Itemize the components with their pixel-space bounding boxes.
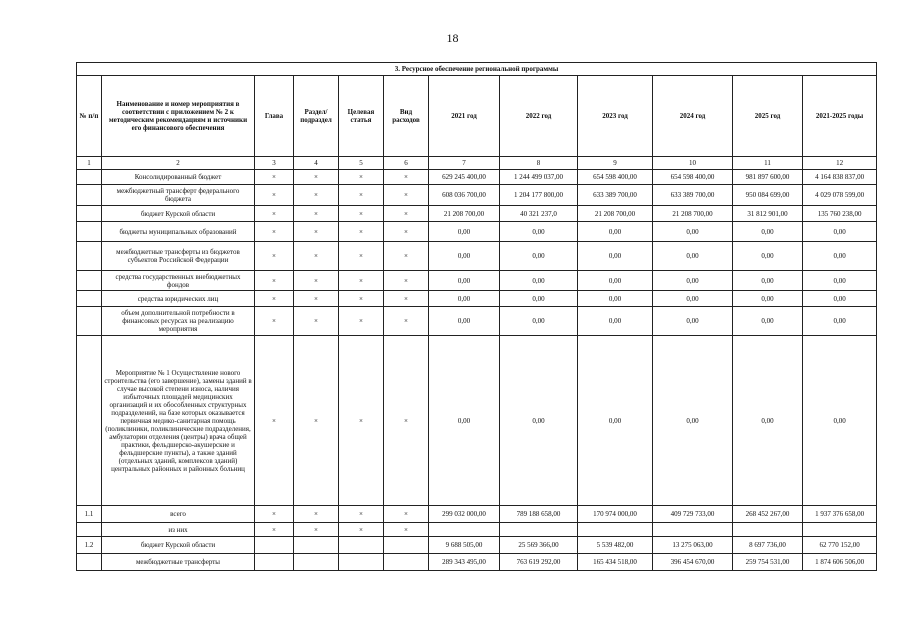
chapter-cell: × [255, 222, 294, 242]
row-number [77, 206, 102, 222]
chapter-cell: × [255, 185, 294, 206]
header-row [77, 76, 877, 157]
value-2022: 763 619 292,00 [500, 554, 578, 571]
row-number [77, 271, 102, 291]
section-cell: × [294, 506, 339, 523]
table-row [77, 537, 877, 554]
value-2024: 0,00 [653, 242, 733, 271]
table-row [77, 206, 877, 222]
col-number: 3 [255, 157, 294, 170]
value-total [803, 523, 877, 537]
value-total: 4 029 078 599,00 [803, 185, 877, 206]
chapter-cell: × [255, 506, 294, 523]
chapter-cell: × [255, 206, 294, 222]
table-row [77, 336, 877, 506]
value-2025: 0,00 [733, 222, 803, 242]
chapter-cell [255, 554, 294, 571]
value-2025: 0,00 [733, 307, 803, 336]
value-2021: 0,00 [429, 336, 500, 506]
row-name: Консолидированный бюджет [102, 170, 255, 185]
expense-type-cell: × [384, 242, 429, 271]
col-header-2021: 2021 год [429, 76, 500, 157]
value-2024: 396 454 670,00 [653, 554, 733, 571]
section-cell: × [294, 222, 339, 242]
value-2021: 0,00 [429, 307, 500, 336]
chapter-cell: × [255, 336, 294, 506]
value-2025: 950 084 699,00 [733, 185, 803, 206]
value-total: 1 874 606 506,00 [803, 554, 877, 571]
row-number: 1.1 [77, 506, 102, 523]
table-row [77, 523, 877, 537]
expense-type-cell: × [384, 506, 429, 523]
section-cell: × [294, 291, 339, 307]
value-total: 0,00 [803, 291, 877, 307]
target-article-cell: × [339, 336, 384, 506]
row-name: бюджеты муниципальных образований [102, 222, 255, 242]
value-total: 62 770 152,00 [803, 537, 877, 554]
value-2021: 0,00 [429, 271, 500, 291]
value-2024 [653, 523, 733, 537]
value-2022: 789 188 658,00 [500, 506, 578, 523]
col-header-2023: 2023 год [578, 76, 653, 157]
value-2021: 629 245 400,00 [429, 170, 500, 185]
chapter-cell: × [255, 291, 294, 307]
row-name: Мероприятие № 1 Осуществление нового строительства (его завершение), замены зданий в случае высокой степени износа, наличия избыточных площадей медицинских организаций и их обособленных структурных подразделений, на базе которых оказывается первичная медико-санитарная помощь (поликлиники, поликлинические подразделения, амбулатории отделения (центры) врача общей практики, фельдшерско-акушерские и фельдшерские пункты), а также зданий (отдельных зданий, комплексов зданий) центральных районных и районных больниц [102, 336, 255, 506]
row-name: межбюджетные трансферты из бюджетов субъектов Российской Федерации [102, 242, 255, 271]
value-2023 [578, 523, 653, 537]
expense-type-cell: × [384, 336, 429, 506]
value-2023: 0,00 [578, 307, 653, 336]
col-header-name: Наименование и номер мероприятия в соответствии с приложением № 2 к методическим рекомендациям и источники его финансового обеспечения [102, 76, 255, 157]
col-number: 10 [653, 157, 733, 170]
row-number [77, 554, 102, 571]
target-article-cell: × [339, 291, 384, 307]
col-number: 4 [294, 157, 339, 170]
value-2021: 0,00 [429, 222, 500, 242]
value-2025: 0,00 [733, 336, 803, 506]
col-number: 1 [77, 157, 102, 170]
value-2022 [500, 523, 578, 537]
value-2024: 633 389 700,00 [653, 185, 733, 206]
value-2024: 0,00 [653, 291, 733, 307]
col-header-2025: 2025 год [733, 76, 803, 157]
table-row [77, 506, 877, 523]
section-cell [294, 554, 339, 571]
chapter-cell: × [255, 307, 294, 336]
value-2023: 170 974 000,00 [578, 506, 653, 523]
row-number [77, 170, 102, 185]
target-article-cell: × [339, 307, 384, 336]
value-2022: 1 204 177 800,00 [500, 185, 578, 206]
table-row [77, 242, 877, 271]
section-cell: × [294, 307, 339, 336]
value-2023: 165 434 518,00 [578, 554, 653, 571]
value-2023: 0,00 [578, 222, 653, 242]
value-total: 0,00 [803, 242, 877, 271]
value-2025: 8 697 736,00 [733, 537, 803, 554]
target-article-cell: × [339, 206, 384, 222]
table-row [77, 307, 877, 336]
table-row [77, 271, 877, 291]
col-header-2024: 2024 год [653, 76, 733, 157]
value-2021: 9 688 505,00 [429, 537, 500, 554]
target-article-cell: × [339, 271, 384, 291]
section-cell: × [294, 523, 339, 537]
value-total: 0,00 [803, 336, 877, 506]
row-name: межбюджетные трансферты [102, 554, 255, 571]
value-2022: 0,00 [500, 222, 578, 242]
section-title-row [77, 63, 877, 76]
page-number: 18 [446, 31, 459, 45]
col-number: 9 [578, 157, 653, 170]
section-title: 3. Ресурсное обеспечение региональной программы [77, 63, 877, 76]
target-article-cell: × [339, 523, 384, 537]
row-name: бюджет Курской области [102, 537, 255, 554]
row-name: бюджет Курской области [102, 206, 255, 222]
value-2021: 289 343 495,00 [429, 554, 500, 571]
row-number [77, 222, 102, 242]
value-2024: 0,00 [653, 222, 733, 242]
value-2025: 0,00 [733, 242, 803, 271]
section-cell: × [294, 170, 339, 185]
value-2024: 0,00 [653, 271, 733, 291]
section-cell: × [294, 185, 339, 206]
value-2023: 21 208 700,00 [578, 206, 653, 222]
expense-type-cell: × [384, 523, 429, 537]
section-cell: × [294, 271, 339, 291]
value-2022: 0,00 [500, 307, 578, 336]
value-2021 [429, 523, 500, 537]
table-row [77, 170, 877, 185]
col-number: 5 [339, 157, 384, 170]
chapter-cell [255, 537, 294, 554]
row-number [77, 291, 102, 307]
target-article-cell [339, 537, 384, 554]
expense-type-cell [384, 554, 429, 571]
value-2022: 0,00 [500, 291, 578, 307]
value-2021: 21 208 700,00 [429, 206, 500, 222]
chapter-cell: × [255, 271, 294, 291]
value-2025: 981 897 600,00 [733, 170, 803, 185]
value-2023: 0,00 [578, 336, 653, 506]
value-2022: 0,00 [500, 242, 578, 271]
section-cell: × [294, 242, 339, 271]
row-number: 1.2 [77, 537, 102, 554]
value-2025 [733, 523, 803, 537]
chapter-cell: × [255, 523, 294, 537]
value-2023: 654 598 400,00 [578, 170, 653, 185]
value-2022: 0,00 [500, 271, 578, 291]
col-header-target-article: Целевая статья [339, 76, 384, 157]
expense-type-cell: × [384, 271, 429, 291]
col-number: 8 [500, 157, 578, 170]
table-row [77, 185, 877, 206]
value-2025: 0,00 [733, 291, 803, 307]
value-total: 0,00 [803, 271, 877, 291]
target-article-cell: × [339, 170, 384, 185]
col-header-total: 2021-2025 годы [803, 76, 877, 157]
value-2022: 40 321 237,0 [500, 206, 578, 222]
col-number: 11 [733, 157, 803, 170]
value-2025: 268 452 267,00 [733, 506, 803, 523]
resource-table [76, 62, 877, 571]
row-name: из них [102, 523, 255, 537]
row-name: всего [102, 506, 255, 523]
value-total: 4 164 838 837,00 [803, 170, 877, 185]
col-header-num: № п/п [77, 76, 102, 157]
table-row [77, 554, 877, 571]
value-2023: 5 539 482,00 [578, 537, 653, 554]
row-number [77, 523, 102, 537]
target-article-cell [339, 554, 384, 571]
value-2025: 259 754 531,00 [733, 554, 803, 571]
expense-type-cell: × [384, 307, 429, 336]
value-2025: 31 812 901,00 [733, 206, 803, 222]
expense-type-cell: × [384, 291, 429, 307]
chapter-cell: × [255, 170, 294, 185]
target-article-cell: × [339, 242, 384, 271]
row-number [77, 185, 102, 206]
col-header-expense-type: Вид расходов [384, 76, 429, 157]
value-2022: 0,00 [500, 336, 578, 506]
value-2021: 0,00 [429, 291, 500, 307]
value-2024: 0,00 [653, 307, 733, 336]
value-total: 0,00 [803, 307, 877, 336]
value-2022: 25 569 366,00 [500, 537, 578, 554]
target-article-cell: × [339, 506, 384, 523]
value-2022: 1 244 499 037,00 [500, 170, 578, 185]
value-2021: 608 036 700,00 [429, 185, 500, 206]
expense-type-cell [384, 537, 429, 554]
row-number [77, 242, 102, 271]
section-cell: × [294, 336, 339, 506]
col-number: 12 [803, 157, 877, 170]
column-number-row [77, 157, 877, 170]
value-2024: 409 729 733,00 [653, 506, 733, 523]
value-2023: 0,00 [578, 291, 653, 307]
value-2023: 0,00 [578, 271, 653, 291]
row-name: объем дополнительной потребности в финансовых ресурсах на реализацию мероприятия [102, 307, 255, 336]
value-2024: 13 275 063,00 [653, 537, 733, 554]
value-2024: 21 208 700,00 [653, 206, 733, 222]
value-2021: 299 032 000,00 [429, 506, 500, 523]
target-article-cell: × [339, 185, 384, 206]
col-header-2022: 2022 год [500, 76, 578, 157]
table-row [77, 291, 877, 307]
col-header-section: Раздел/ подраздел [294, 76, 339, 157]
section-cell: × [294, 206, 339, 222]
value-total: 135 760 238,00 [803, 206, 877, 222]
row-number [77, 336, 102, 506]
chapter-cell: × [255, 242, 294, 271]
expense-type-cell: × [384, 185, 429, 206]
row-name: средства государственных внебюджетных фондов [102, 271, 255, 291]
value-2023: 633 389 700,00 [578, 185, 653, 206]
col-header-chapter: Глава [255, 76, 294, 157]
col-number: 6 [384, 157, 429, 170]
row-name: средства юридических лиц [102, 291, 255, 307]
value-2023: 0,00 [578, 242, 653, 271]
row-number [77, 307, 102, 336]
section-cell [294, 537, 339, 554]
value-2025: 0,00 [733, 271, 803, 291]
target-article-cell: × [339, 222, 384, 242]
value-2024: 0,00 [653, 336, 733, 506]
value-total: 1 937 376 658,00 [803, 506, 877, 523]
value-2021: 0,00 [429, 242, 500, 271]
col-number: 7 [429, 157, 500, 170]
row-name: межбюджетный трансферт федерального бюджета [102, 185, 255, 206]
expense-type-cell: × [384, 206, 429, 222]
value-2024: 654 598 400,00 [653, 170, 733, 185]
table-row [77, 222, 877, 242]
col-number: 2 [102, 157, 255, 170]
expense-type-cell: × [384, 170, 429, 185]
expense-type-cell: × [384, 222, 429, 242]
value-total: 0,00 [803, 222, 877, 242]
